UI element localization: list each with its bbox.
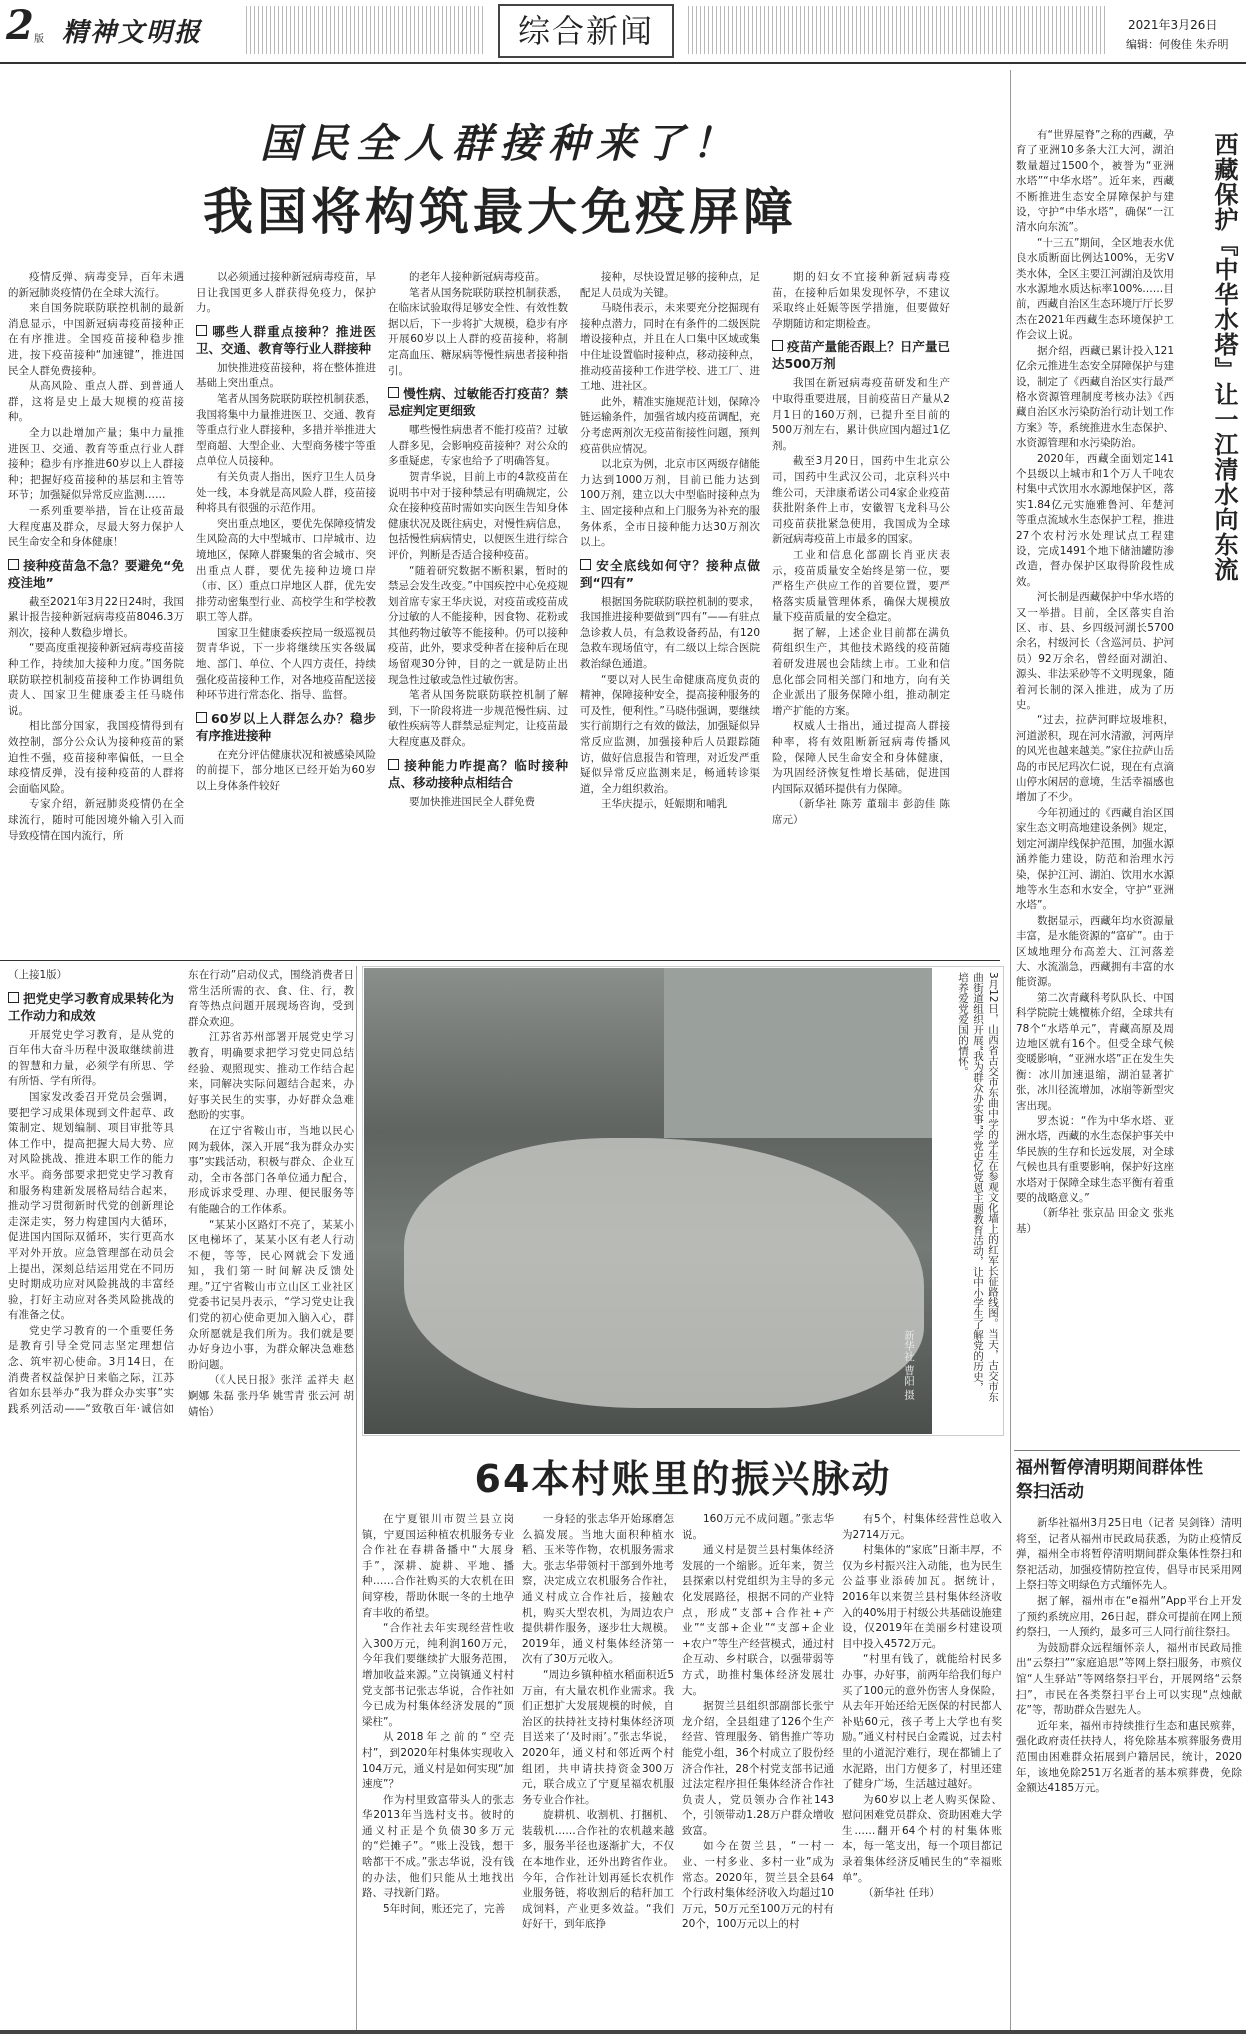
subhead-text: 疫苗产量能否跟上？日产量已达500万剂 [772, 339, 950, 372]
subhead-box-icon [196, 712, 207, 723]
paragraph: 根据国务院联防联控机制的要求，我国推进接种要做到“四有”——有驻点急诊救人员，有急救设备药品，有120急救车现场值守，有二级以上综合医院救治绿色通道。 [580, 595, 760, 671]
paragraph: “某某小区路灯不亮了，某某小区电梯坏了，某某小区有老人行动不便，等等，民心网就会下发通知，我们第一时间解决反馈处理。”辽宁省鞍山市立山区工业社区党委书记吴丹表示，“学习党史让我们党的初心使命更加入脑入心，群众所愿就是我们所为。我们就是要办好身边小事，为群众解决急难愁盼问题。 [188, 1218, 354, 1371]
paragraph: 接种，尽快设置足够的接种点，足配足人员成为关键。 [580, 271, 760, 299]
paragraph: 罗杰说：“作为中华水塔、亚洲水塔，西藏的水生态保护事关中华民族的生存和长远发展，对全球气候也具有重要影响，保护好这座水塔对于保障全球生态平衡有着重要的战略意义。” [1016, 1115, 1174, 1205]
paragraph: 今年初通过的《西藏自治区国家生态文明高地建设条例》规定，划定河湖岸线保护范围，加强水源涵养能力建设，防范和治理水污染，保护江河、湖泊、饮用水水源地等水生态和水安全，守护“亚洲水塔”。 [1016, 806, 1174, 912]
paragraph: 笔者从国务院联防联控机制获悉，在临床试验取得足够安全性、有效性数据以后，下一步将扩大规模，稳步有序开展60岁以上人群的疫苗接种，将制定高血压、糖尿病等慢性病患者接种指引。 [388, 286, 568, 377]
subhead-box-icon [8, 992, 19, 1003]
paragraph: “要高度重视接种新冠病毒疫苗接种工作，持续加大接种力度。”国务院联防联控机制疫苗接种工作协调组负责人、国家卫生健康委主任马晓伟说。 [8, 642, 184, 717]
subhead-box-icon [580, 559, 591, 570]
paragraph: 据了解，上述企业目前都在满负荷组织生产，其他技术路线的疫苗随着研发进展也会陆续上市。工业和信息化部会同相关部门和地方，向有关企业派出了服务保障小组，推动制定增产扩能的方案。 [772, 626, 950, 717]
subhead-text: 60岁以上人群怎么办？稳步有序推进接种 [196, 710, 376, 743]
paragraph: 来自国务院联防联控机制的最新消息显示，中国新冠病毒疫苗接种正在有序推进。全国疫苗接种稳步推进，按下疫苗接种“加速键”，推进国民全人群免费接种。 [8, 302, 184, 377]
paragraph: 马晓伟表示，未来要充分挖掘现有接种点潜力，同时在有条件的二级医院增设接种点，并且在人口集中区域或集中住址设置临时接种点，移动接种点，推动疫苗接种工作进学校、进工厂、进工地、进社区。 [580, 302, 760, 393]
paragraph: 王华庆提示，妊娠期和哺乳 [601, 798, 727, 811]
lead-column-3 [388, 270, 568, 960]
tibet-headline: 西藏保护『中华水塔』让一江清水向东流 [1210, 132, 1239, 582]
paragraph: 的老年人接种新冠病毒疫苗。 [409, 271, 546, 283]
section-title: 综合新闻 [517, 12, 654, 50]
lead-column-4 [580, 270, 760, 960]
paragraph: “随着研究数据不断积累，暂时的禁忌会发生改变。”中国疾控中心免疫规划首席专家王华庆说，对疫苗或疫苗成分过敏的人不能接种，因食物、花粉或其他药物过敏等不能接种。仍可以接种疫苗，此外，要求受种者在接种后在现场留观30分钟，目的之一就是防止出现急性过敏或急性过敏伤害。 [388, 564, 568, 686]
fuzhou-top-rule [1014, 1450, 1240, 1451]
paragraph: 开展党史学习教育，是从党的百年伟大奋斗历程中汲取继续前进的智慧和力量，必须学有所思、学有所悟、学有所得。 [8, 1028, 174, 1088]
lower-left-column [8, 968, 354, 2028]
paragraph: 旋耕机、收割机、打捆机、装载机……合作社的农机越来越多，服务半径也逐渐扩大，不仅在本地作业，还外出跨省作业。今年，合作社计划再延长农机作业服务链，将收割后的秸秆加工成饲料，产业更多效益。“我们好好干，到年底挣 [522, 1809, 674, 1931]
paragraph: 近年来，福州市持续推行生态和惠民殡葬，强化政府责任扶持人，将免除基本殡葬服务费用范围由困难群众拓展到户籍居民，统计，2020年，该地免除251万名逝者的基本殡葬费，免除金额达4185万元。 [1016, 1719, 1242, 1795]
fuzhou-headline: 福州暂停清明期间群体性祭扫活动 [1016, 1458, 1203, 1502]
paragraph: 有“世界屋脊”之称的西藏，孕育了亚洲10多条大江大河，湖泊数量超过1500个，被誉为“亚洲水塔”“中华水塔”。近年来，西藏不断推进生态安全屏障保护与建设，守护“中华水塔”，确保“一江清水向东流”。 [1016, 129, 1174, 234]
paragraph: 江苏省苏州部署开展党史学习教育，明确要求把学习党史同总结经验、观照现实、推动工作结合起来，同解决实际问题结合起来，办好事关民生的实事，办好群众急难愁盼的实事。 [188, 1031, 354, 1122]
photo-map-shape [404, 1138, 924, 1408]
paragraph: “合作社去年实现经营性收入300万元，纯利润160万元，今年我们要继续扩大服务范围，增加收益来源。”立岗镇通义村村党支部书记张志华说，合作社如今已成为村集体经济发展的“顶梁柱”。 [362, 1622, 514, 1728]
paragraph: 加快推进疫苗接种，将在整体推进基础上突出重点。 [196, 361, 376, 390]
paragraph: （《人民日报》张洋 孟祥夫 赵婀娜 朱磊 张丹华 姚雪青 张云河 胡婧怡） [188, 1374, 354, 1418]
lead-bottom-rule [0, 960, 1000, 961]
paragraph: 一系列重要举措，旨在让疫苗最大程度惠及群众，尽最大努力保护人民生命安全和身体健康！ [8, 504, 184, 549]
paragraph: 突出重点地区，要优先保障疫情发生风险高的大中型城市、口岸城市、边境地区，保障人群聚集的省会城市、突出重点人群，要优先接种边境口岸（市、区）重点口岸地区人群，优先安排劳动密集型行业、高校学生和学校教职工等人群。 [196, 517, 376, 624]
paragraph: 全力以赴增加产量；集中力量推进医卫、交通、教育等重点行业人群接种；稳步有序推进60岁以上人群接种；把握好疫苗接种的基层和主管等环节；加强疑似异常反应监测…… [8, 426, 184, 502]
subhead-box-icon [8, 559, 19, 570]
subhead-box-icon [388, 759, 399, 770]
photo-credit: 新华社 曹阳 摄 [903, 1330, 915, 1400]
paragraph: 为鼓励群众远程缅怀亲人，福州市民政局推出“云祭扫”“家庭追思”等网上祭扫服务，市殡仪馆“人生驿站”等网络祭扫平台，开展网络“云祭扫”，市民在各类祭扫平台上可以实现“点烛献花”等，帮助群众告慰先人。 [1016, 1641, 1242, 1717]
header-stripes [246, 6, 484, 54]
subhead [772, 338, 950, 372]
footer-rule [0, 2030, 1246, 2034]
continued-note: （上接1版） [8, 969, 68, 981]
paragraph: 数据显示，西藏年均水资源量丰富，是水能资源的“富矿”。由于区域地理分布高差大、江河落差大、水流湍急，西藏拥有丰富的水能资源。 [1016, 914, 1174, 989]
paragraph: 截至2021年3月22日24时，我国累计报告接种新冠病毒疫苗8046.3万剂次，接种人数稳步增长。 [8, 595, 184, 639]
paragraph: （新华社 张京品 田金文 张兆基） [1016, 1207, 1174, 1235]
subhead [388, 385, 568, 419]
photo-wall [664, 968, 932, 1138]
paragraph: 要加快推进国民全人群免费 [409, 795, 535, 808]
paragraph: 此外，精准实施规范计划，保障冷链运输条件，加强省域内疫苗调配，充分考虑两剂次无疫苗衔接性问题，预判疫苗供应情况。 [580, 395, 760, 455]
paragraph: 相比部分国家，我国疫情得到有效控制，部分公众认为接种疫苗的紧迫性不强，疫苗接种率偏低，一旦全球疫情反弹，没有接种疫苗的人群将会面临风险。 [8, 720, 184, 795]
paragraph: 据介绍，西藏已累计投入121亿余元推进生态安全屏障保护与建设，制定了《西藏自治区实行最严格水资源管理制度考核办法》《西藏自治区水污染防治行动计划工作方案》等，系统推进水生态保护、水资源管理和水污染防治。 [1016, 344, 1174, 450]
tibet-body [1016, 128, 1174, 1448]
village-headline: 64本村账里的振兴脉动 [474, 1457, 892, 1501]
paragraph: 为60岁以上老人购买保险、慰问困难党员群众、资助困难大学生……翻开64个村的村集体账本，每一笔支出，每一个项目都记录着集体经济反哺民生的“幸福账单”。 [842, 1793, 1002, 1884]
paragraph: 疫情反弹、病毒变异，百年未遇的新冠肺炎疫情仍在全球大流行。 [8, 271, 184, 299]
paragraph: 权威人士指出，通过提高人群接种率，将有效阻断新冠病毒传播风险，保障人民生命安全和身体健康，为巩固经济恢复性增长基础，促进国内国际双循环提供有力保障。 [772, 720, 950, 795]
right-divider [1010, 70, 1011, 2030]
subhead [8, 557, 184, 591]
paragraph: 160万元不成问题。”张志华说。 [682, 1513, 834, 1541]
paragraph: 第二次青藏科考队队长、中国科学院院士姚檀栋介绍，全球共有78个“水塔单元”，青藏高原及周边地区就有16个。但受全球气候变暖影响，“亚洲水塔”正在发生失衡：冰川加速退缩，湖泊显著扩张，冰川径流增加，冰崩等新型灾害出现。 [1016, 991, 1174, 1112]
paragraph: 从高风险、重点人群、到普通人群，这将是史上最大规模的疫苗接种。 [8, 380, 184, 424]
subhead [388, 757, 568, 791]
paragraph: 国家发改委召开党员会强调，要把学习成果体现到文件起草、政策制定、规划编制、项目审批等具体工作中，提高把握大局大势、应对风险挑战、推进本职工作的能力水平。商务部要求把党史学习教育和服务构建新发展格局结合起来，推动学习贯彻新时代党的创新理论走深走实，努力构建国内大循环，促进国内国际双循环，实行更高水平对外开放。应急管理部在动员会上提出，深刻总结运用党在不同历史时期成功应对风险挑战的丰富经验，打好主动应对各类风险挑战的有准备之仗。 [8, 1090, 174, 1322]
paragraph: 5年时间，账还完了，完善 [383, 1902, 506, 1915]
paragraph: 从2018年之前的“空壳村”，到2020年村集体实现收入104万元，通义村是如何实现“加速度”？ [362, 1731, 514, 1791]
lead-column-1 [8, 270, 184, 960]
header-stripes-right [688, 6, 1108, 54]
paragraph: 以必须通过接种新冠病毒疫苗，早日让我国更多人群获得免疫力，保护力。 [196, 271, 376, 315]
paragraph: 专家介绍，新冠肺炎疫情仍在全球流行，随时可能因境外输入引入而导致疫情在国内流行，所 [8, 798, 184, 842]
paragraph: （新华社 任玮） [863, 1887, 940, 1900]
paragraph: 村集体的“家底”日渐丰厚，不仅为乡村振兴注入动能，也为民生公益事业添砖加瓦。据统计，2016年以来贺兰县村集体经济收入的40%用于村级公共基础设施建设，仅2019年在美丽乡村建设项目中投入4572万元。 [842, 1544, 1002, 1650]
paragraph: 党史学习教育的一个重要任务是教育引导全党同志坚定理想信念、筑牢初心使命。3月14日，在消费者权益保护日来临之际，江苏省如东县举办“我为群众办实事”实践系列活动——“致敬百年·诚信如东在行动”启动仪式，围绕消费者日常生活所需的衣、食、住、行，教育等热点问题开展现场咨询，受到群众欢迎。 [8, 969, 354, 1415]
subhead-text: 接种疫苗急不急？要避免“免疫洼地” [8, 557, 184, 590]
paragraph: 2020年，西藏全面划定141个县级以上城市和1个万人千吨农村集中式饮用水水源地保护区，落实1.84亿元实施雅鲁河、年楚河等重点流域水生态保护工程，推进27个农村污水处理试点工程建设，完成1491个地下储油罐防渗改造，督办保护区取得阶段性成效。 [1016, 452, 1174, 588]
subhead-text: 安全底线如何守？接种点做到“四有” [580, 557, 760, 590]
photo-caption: 3月12日，山西省古交市东曲中学的学生在参观文化墙上的红军长征路线图。当天，古交市东曲街道组织开展“我为群众办实事”学党史忆党恩主题教育活动，让中小学生了解党的历史，培养爱党爱国的情怀。 [957, 972, 999, 1402]
lower-left-subhead-text: 把党史学习教育成果转化为工作动力和成效 [8, 990, 174, 1023]
masthead-logo: 精神文明报 [62, 18, 203, 48]
paragraph: 期的妇女不宜接种新冠病毒疫苗，在接种后如果发现怀孕，不建议采取终止妊娠等医学措施，但要做好孕期随访和定期检查。 [772, 271, 950, 330]
page-number: 2 [6, 2, 34, 49]
subhead [196, 323, 376, 357]
news-photo-students-map [364, 968, 932, 1434]
subhead-box-icon [196, 325, 207, 336]
lower-left-subhead [8, 990, 174, 1024]
subhead-text: 哪些人群重点接种？推进医卫、交通、教育等行业人群接种 [196, 323, 376, 356]
paragraph: （新华社 陈芳 董瑞丰 彭韵佳 陈席元） [772, 798, 950, 826]
paragraph: 在充分评估健康状况和被感染风险的前提下，部分地区已经开始为60岁以上身体条件较好 [196, 748, 376, 793]
paragraph: “周边乡镇种植水稻面积近5万亩，有大量农机作业需求。我们正想扩大发展规模的时候，自治区的扶持社支持村集体经济项目送来了‘及时雨’。”张志华说，2020年，通义村和邻近两个村组团，共申请扶持资金300万元，联合成立了宁夏星福农机服务专业合作社。 [522, 1668, 674, 1806]
subhead [580, 557, 760, 591]
subhead-text: 慢性病、过敏能否打疫苗？禁忌症判定更细致 [388, 386, 568, 419]
page-number-suffix: 版 [34, 34, 44, 45]
village-column-4 [842, 1512, 1002, 2030]
paragraph: 有关负责人指出，医疗卫生人员身处一线，本身就是高风险人群，疫苗接种将具有很强的示范作用。 [196, 470, 376, 515]
paragraph: 有5个，村集体经营性总收入为2714万元。 [842, 1513, 1002, 1541]
paragraph: “村里有钱了，就能给村民多办事，办好事，前两年给我们每户买了100元的意外伤害人身保险，从去年开始还给无医保的村民都人补贴60元，孩子考上大学也有奖励。”通义村村民白金霞说，过去村里的小道泥泞难行，现在都铺上了水泥路，出门方便多了，村里还建了健身广场，生活越过越好。 [842, 1653, 1002, 1791]
paragraph: 哪些慢性病患者不能打疫苗？过敏人群多见，会影响疫苗接种？对公众的多重疑虑，专家也给予了明确答复。 [388, 424, 568, 468]
subhead-box-icon [388, 387, 399, 398]
village-column-2 [522, 1512, 674, 2030]
lead-kicker: 国民全人群接种来了！ [260, 120, 740, 167]
paragraph: 据了解，福州市在“e福州”App平台上开发了预约系统应用，26日起，群众可提前在网上预约祭扫，一人预约，最多可三人同行前往祭扫。 [1016, 1594, 1242, 1639]
issue-date: 2021年3月26日 [1128, 18, 1218, 32]
paragraph: 在宁夏银川市贺兰县立岗镇，宁夏国运种植农机服务专业合作社在春耕备播中“大展身手”，深耕、旋耕、平地、播种……合作社购买的大农机在田间穿梭，帮助休眠一冬的土地孕育丰收的希望。 [362, 1513, 514, 1619]
lower-left-divider [356, 966, 357, 2030]
paragraph: 河长制是西藏保护中华水塔的又一举措。目前，全区落实自治区、市、县、乡四级河湖长5700余名，村级河长（含巡河员、护河员）92万余名，曾经面对湖泊、源头、非法采砂等不文明现象，随着河长制的深入推进，成为了历史。 [1016, 591, 1174, 712]
paragraph: 笔者从国务院联防联控机制获悉，我国将集中力量推进医卫、交通、教育等重点行业人群接种，多措并举推进大型商超、大型企业、大型商务楼宇等重点单位人员接种。 [196, 392, 376, 468]
subhead-box-icon [772, 340, 783, 351]
paragraph: 国家卫生健康委疾控局一级巡视员贺青华说，下一步将继续压实各级属地、部门、单位、个人四方责任，持续强化疫苗接种工作，对各地疫苗配送接种环节进行常态化、指导、监督。 [196, 626, 376, 702]
fuzhou-body [1016, 1516, 1242, 2030]
paragraph: 在辽宁省鞍山市，当地以民心网为载体，深入开展“我为群众办实事”实践活动，积极与群众、企业互动，全市各部门各单位通力配合，形成诉求受理、办理、便民服务等有能融合的工作体系。 [188, 1124, 354, 1215]
paragraph: “过去，拉萨河畔垃圾堆积，河道淤积，现在河水清澈，河两岸的风光也越来越美。”家住拉萨山岳岛的市民尼玛次仁说，现在有点滴山停水闲居的意境，生活幸福感也增加了不少。 [1016, 714, 1174, 804]
village-column-3 [682, 1512, 834, 2030]
lead-column-2 [196, 270, 376, 960]
paragraph: 作为村里致富带头人的张志华2013年当选村支书。彼时的通义村正是个负债30多万元的“烂摊子”。“账上没钱，想干啥都干不成。”张志华说，没有钱的办法，他们只能从土地找出路、寻找新门路。 [362, 1793, 514, 1900]
lead-headline: 我国将构筑最大免疫屏障 [203, 183, 797, 241]
paragraph: 工业和信息化部副长肖亚庆表示，疫苗质量安全始终是第一位，要严格生产供应工作的首要位置，要严格落实质量管理体系，确保大规模放量下疫苗质量的安全稳定。 [772, 548, 950, 624]
paragraph: 笔者从国务院联防联控机制了解到，下一阶段将进一步规范慢性病、过敏性疾病等人群禁忌症判定，让疫苗最大程度惠及群众。 [388, 689, 568, 749]
paragraph: 一身轻的张志华开始琢磨怎么搞发展。当地大面积种植水稻、玉米等作物，农机服务需求大。张志华带领村干部到外地考察，决定成立农机服务合作社，通义村成立合作社后，接触农机，购买大型农机，为周边农户提供耕作服务，逐步壮大规模。2019年，通义村集体经济第一次有了30万元收入。 [522, 1513, 674, 1666]
page-header [0, 0, 1246, 64]
paragraph: 新华社福州3月25日电（记者 吴剑锋）清明将至，记者从福州市民政局获悉，为防止疫情反弹，福州全市将暂停清明期间群众集体性祭扫和祭祀活动，加强疫情防控宣传，倡导市民采用网上祭扫等文明绿色方式缅怀先人。 [1016, 1517, 1242, 1592]
paragraph: “要以对人民生命健康高度负责的精神，保障接种安全，提高接种服务的可及性，便利性。”马晓伟强调，要继续实行前期行之有效的做法，加强疑似异常反应监测，加强接种后人员跟踪随访，做好信息报告和管理，对近发严重疑似异常反应监测来足，畅通转诊渠道，全力组织救治。 [580, 673, 760, 795]
paragraph: “十三五”期间，全区地表水优良水质断面比例达100%，无劣V类水体，全区主要江河湖泊及饮用水水源地水质达标率100%……目前，西藏自治区生态环境厅厅长罗杰在2021年西藏生态环境保护工作会议上说。 [1016, 236, 1174, 342]
paragraph: 截至3月20日，国药中生北京公司，国药中生武汉公司，北京科兴中维公司，天津康希诺公司4家企业疫苗获批附条件上市，安徽智飞龙科马公司疫苗获批紧急使用，我国成为全球新冠病毒疫苗上市最多的国家。 [772, 455, 950, 546]
village-column-1 [362, 1512, 514, 2030]
paragraph: 如今在贺兰县，“一村一业、一村多业、多村一业”成为常态。2020年，贺兰县全县64个行政村集体经济收入均超过10万元，50万元至100万元的村有20个，100万元以上的村 [682, 1840, 834, 1931]
editor-line: 编辑：何俊佳 朱乔明 [1126, 38, 1229, 51]
paragraph: 据贺兰县组织部副部长张宁龙介绍，全县组建了126个生产经营、管理服务、销售推广等功能党小组，36个村成立了股份经济合作社，28个村党支部书记通过法定程序担任集体经济合作社负责人，党员领办合作社143个，引领带动1.28万户群众增收致富。 [682, 1700, 834, 1837]
lead-column-5 [772, 270, 950, 960]
paragraph: 贺青华说，目前上市的4款疫苗在说明书中对于接种禁忌有明确规定，公众在接种疫苗时需如实向医生告知身体健康状况及既往病史，对慢性病信息，包括慢性病病情史，以便医生进行综合评价，判断是否适合接种疫苗。 [388, 470, 568, 561]
paragraph: 我国在新冠病毒疫苗研发和生产中取得重要进展，目前疫苗日产量从2月1日的160万剂，已提升至目前的500万剂左右，累计供应国内超过1亿剂。 [772, 377, 950, 452]
lower-left-body [8, 968, 354, 1420]
subhead [196, 710, 376, 744]
subhead-text: 接种能力咋提高？临时接种点、移动接种点相结合 [388, 757, 568, 790]
paragraph: 通义村是贺兰县村集体经济发展的一个缩影。近年来，贺兰县探索以村党组织为主导的多元化发展路径，根据不同的产业特点，形成“支部+合作社+产业”“支部+企业”“支部+企业+农户”等生产经营模式，通过村企互动、乡村联合，以强带弱等方式，助推村集体经济发展壮大。 [682, 1544, 834, 1697]
paragraph: 以北京为例，北京市区两级存储能力达到1000万剂，目前已能力达到100万剂，建立以大中型临时接种点为主、固定接种点和上门服务为补充的服务体系，全市日接种能力达30万剂次以上。 [580, 458, 760, 549]
header-rule [0, 62, 1246, 64]
